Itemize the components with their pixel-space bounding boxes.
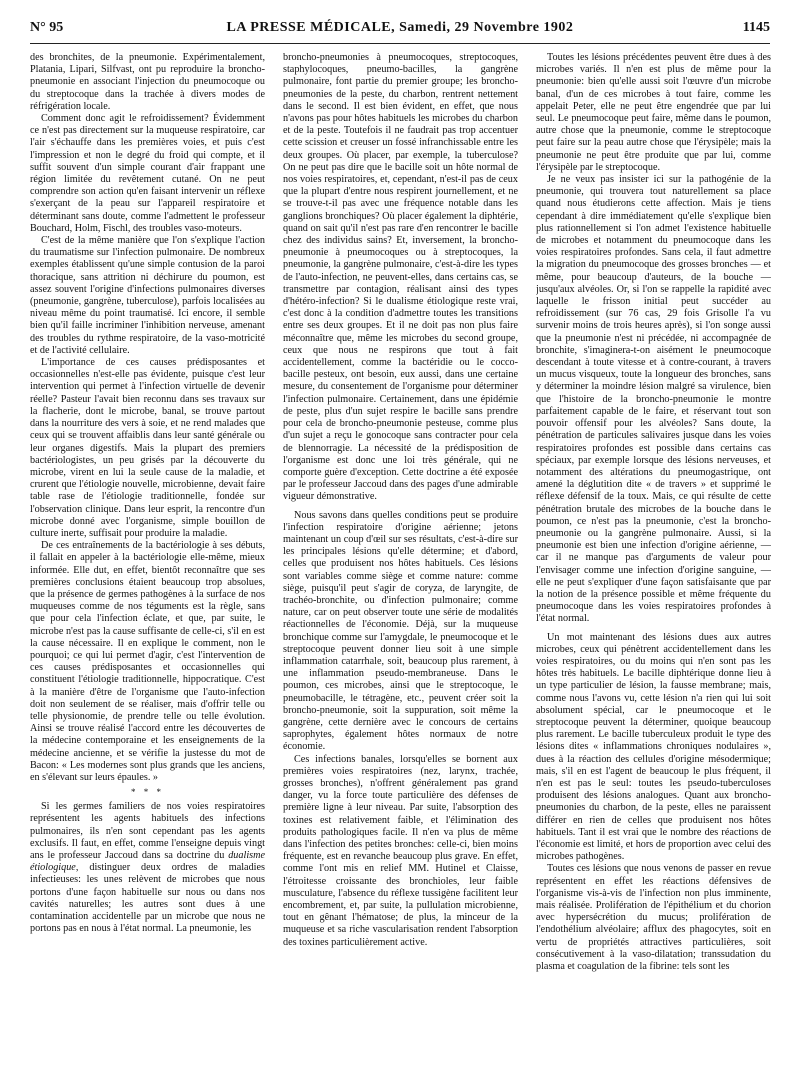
issue-number: N° 95: [30, 20, 64, 35]
header-rule: [30, 43, 770, 44]
paragraph: des bronchites, de la pneumonie. Expérimentalement, Platania, Lipari, Silfvast, ont pu reproduire la broncho-pneumonie en associant l'injection du pneumocoque ou du streptocoque dans la trachée à divers modes de réfrigération locale.: [30, 52, 265, 112]
paragraph: [30, 801, 265, 935]
paragraph: Ces infections banales, lorsqu'elles se bornent aux premières voies respiratoires (nez, larynx, trachée, grosses bronches), n'offrent généralement pas grand danger, vu la force toute particulière des défenses de première ligne à leur niveau. Par suite, l'absorption des toxines est relativement faible, et l'élimination des produits pathologiques facile. Il n'en va plus de même dans l'infection des petites bronches: celle-ci, bien moins fréquente, est en revanche beaucoup plus grave. En effet, comme l'ont mis en relief MM. Hutinel et Claisse, l'étroitesse croissante des bronchioles, leur faible musculature, l'absence du réflexe tussigène facilitent leur encombrement, et, par suite, la pullulation microbienne, tout en gênant l'hématose; de plus, la minceur de la muqueuse et sa riche vascularisation rendent l'absorption des toxines particulièrement active.: [283, 753, 518, 948]
paragraph: Toutes les lésions précédentes peuvent être dues à des microbes variés. Il n'en est plus de même pour la pneumonie: bien qu'elle aussi soit l'œuvre d'un microbe banal, d'un de ces microbes à tout faire, comme les appelait Peter, elle ne peut être engendrée que par lui seul. Le pneumocoque peut faire, même dans le poumon, autre chose que la pneumonie, comme le streptocoque peut faire sur la peau autre chose que l'érysipèle; mais la pneumonie ne peut être produite que par lui, comme l'érysipèle par le streptocoque.: [536, 52, 771, 173]
paragraph: Toutes ces lésions que nous venons de passer en revue représentent en effet les réactions défensives de l'organisme vis-à-vis de l'infection non plus imminente, mais réalisée. Prolifération de l'épithélium et du chorion avec hypersécrétion du mucus; prolifération de l'endothélium alvéolaire; afflux des phagocytes, soit en vertu de propriétés attractives particulières, soit consécutivement à la vaso-dilatation; transsudation du plasma et coagulation de la fibrine: tels sont les: [536, 863, 771, 973]
section-separator: * * *: [131, 787, 164, 798]
column-left: [30, 52, 265, 1072]
page-number: 1145: [742, 20, 770, 35]
paragraph: broncho-pneumonies à pneumocoques, streptocoques, staphylocoques, pneumo-bacilles, la gangrène pulmonaire, font partie du premier groupe; les broncho-pneumonies de la peste, du charbon, rentrent nettement dans le second. Il est bien évident, en effet, que nous n'avons pas pour hôtes habituels les microbes du charbon et de la peste. Toutefois il ne faudrait pas trop accentuer cette scission et creuser un fossé infranchissable entre les deux groupes. Où placer, par exemple, la tuberculose? On ne peut pas dire que le bacille soit un hôte normal de nos voies respiratoires, et, cependant, n'est-il pas de ceux que la plupart d'entre nous respirent journellement, et ne se trouve-t-il pas avec une fréquence notable dans les ganglions bronchiques? Où placer également la diphtérie, quand on sait qu'il n'est pas rare d'en rencontrer le bacille chez des individus sains? Et, inversement, la broncho-pneumonie à pneumocoques ou à streptocoques, la pneumonie, la gangrène pulmonaire, c'est-à-dire les types de l'auto-infection, ne peuvent-elles, dans certains cas, se transmettre par contagion, réalisant ainsi des types d'hétéro-infection? Si le dualisme étiologique reste vrai, c'est donc à la condition d'admettre toutes les transitions entre ses deux groupes. Et il ne doit pas non plus faire méconnaître que, même les microbes du second groupe, ceux que nous ne respirons que tout à fait accidentellement, comme la bactéridie ou le cocco-bacille pesteux, ont besoin, eux aussi, dans une certaine mesure, du consentement de l'organisme pour déterminer l'infection pulmonaire. Certainement, dans une épidémie de peste, plus d'un sujet respire le bacille sans prendre pour cela de broncho-pneumonie pesteuse, comme plus d'un sujet a reçu le gonocoque sans contracter pour cela de blennorragie. La nécessité de la prédisposition de l'organisme est donc une loi très générale, qui ne comporte guère d'exception. Cette doctrine a été exposée par le professeur Jaccoud dans des pages d'une admirable vigueur démonstrative.: [283, 52, 518, 503]
paragraph: De ces entraînements de la bactériologie à ses débuts, il fallait en appeler à la bactériologie elle-même, mieux informée. Elle dut, en effet, bientôt reconnaître que ses premières conclusions étaient beaucoup trop absolues, que la présence de germes pathogènes à la surface de nos muqueuses comme de nos téguments est la règle, sans que pour cela l'infection éclate, et que, par suite, le microbe n'est pas la cause suffisante de celle-ci, s'il en est la cause nécessaire. Il en explique le comment, non le pourquoi; ce qui lui permet d'agir, c'est l'intervention de ces causes prédisposantes et occasionnelles qui constituent l'étiologie traditionnelle, hippocratique. C'est à la manière d'être de l'organisme que l'auto-infection doit non seulement de se réaliser, mais d'offrir telle ou telle physionomie, de prendre telle ou telle évolution. Ainsi se trouve réalisé l'accord entre les découvertes de la médecine contemporaine et les enseignements de la médecine ancienne, et se vérifie la justesse du mot de Bacon: « Les modernes sont plus grands que les anciens, en s'élevant sur leurs épaules. »: [30, 540, 265, 783]
paragraph: C'est de la même manière que l'on s'explique l'action du traumatisme sur l'infection pulmonaire. De nombreux exemples établissent qu'une simple contusion de la paroi thoracique, sans attrition ni déchirure du poumon, est assez souvent l'origine d'infections pulmonaires diverses (pneumonie, gangrène, tuberculose), parfois localisées au niveau même du point traumatisé. Ici encore, il semble bien qu'il faille incriminer l'inhibition nerveuse, amenant des troubles du rythme respiratoire, de la vaso-motricité et de l'activité cellulaire.: [30, 235, 265, 356]
paragraph: L'importance de ces causes prédisposantes et occasionnelles n'est-elle pas évidente, puisque c'est leur intervention qui permet à l'infection virtuelle de devenir réelle? Pasteur l'avait bien reconnu dans ses travaux sur la flacherie, dont le microbe, banal, se trouve partout dans la nourriture des vers à soie, et ne rend malades que ceux qui se trouvent affaiblis dans leur santé générale ou leur organes digestifs. Mais la plupart des premiers bactériologistes, un peu grisés par la découverte du microbe, virent en lui la seule cause de la maladie, et crurent que l'étiologie nouvelle, microbienne, devait faire table rase de l'étiologie traditionnelle, fondée sur l'observation clinique. Dans leur esprit, la rencontre d'un microbe donné avec l'organisme, simple bouillon de culture inerte, suffisait pour produire la maladie.: [30, 357, 265, 539]
text-run: , distinguer deux ordres de maladies infectieuses: les unes relèvent de microbes que nous portons d'une façon habituelle sur nous ou dans nos cavités naturelles; les autres sont dues à une contamination accidentelle par un microbe que nous ne portons pas en nous à l'état normal. La pneumonie, les: [30, 862, 265, 935]
column-middle: [283, 52, 518, 1072]
column-right: [536, 52, 771, 1072]
paragraph: Je ne veux pas insister ici sur la pathogénie de la pneumonie, qui trouvera tout naturellement sa place quand nous étudierons cette affection. Mais je tiens cependant à dire immédiatement qu'elle s'explique bien plus rationnellement si l'on admet l'existence habituelle de microbes et notamment du pneumocoque dans les voies respiratoires profondes. Sans cela, il faut admettre la migration du pneumocoque des grosses bronches — et même, pour beaucoup d'auteurs, de la bouche — jusqu'aux alvéoles. Or, si l'on se rappelle la rapidité avec laquelle le frisson initial peut succéder au refroidissement (sur 76 cas, 29 fois Grisolle l'a vu survenir moins de trois heures après), si l'on songe aussi que la pneumonie n'est ni précédée, ni accompagnée de bronchite, s'imaginera-t-on aisément le pneumocoque descendant à toute vitesse et à contre-courant, à travers un mucus visqueux, toute la longueur des bronches, sans y déterminer la moindre lésion malgré sa virulence, bien que l'histoire de la broncho-pneumonie le montre parfaitement capable de le faire, et réservant tout son pouvoir offensif pour les alvéoles? Sans doute, la pénétration de particules salivaires jusque dans les voies respiratoires profondes est possible dans certains cas spéciaux, par exemple lorsque des lésions nerveuses, et notamment des altérations du pneumogastrique, ont amené la déglutition dite « de travers » et supprimé le réflexe défensif de la toux. Mais, ce qui résulte de cette pénétration brutale des microbes de la bouche dans le poumon, ce n'est pas la pneumonie, c'est la broncho-pneumonie ou la gangrène pulmonaire. Aussi, si la pneumonie est bien une infection d'origine aérienne, — car il ne manque pas d'arguments de valeur pour l'envisager comme une infection d'origine sanguine, — elle ne peut s'expliquer d'une façon satisfaisante que par la notion de la présence possible et même fréquente du pneumocoque dans les voies respiratoires profondes à l'état normal.: [536, 174, 771, 625]
paragraph: Un mot maintenant des lésions dues aux autres microbes, ceux qui pénètrent accidentellement dans les voies respiratoires, ou du moins qui n'en sont pas les hôtes très habituels. Le bacille diphtérique donne lieu à un type particulier de lésion, la fausse membrane; mais, comme nous l'avons vu, cette lésion n'a rien qui lui soit absolument spécial, car le pneumocoque et le streptocoque peuvent la déterminer, quoique beaucoup plus rarement. Le bacille tuberculeux produit le type des lésions dites « inflammations chroniques nodulaires », dues à la réaction des cellules d'origine mésodermique; mais, s'il en est l'agent de beaucoup le plus fréquent, il n'en est pas le seul: toutes les pseudo-tuberculoses produisent des lésions analogues. Quant aux broncho-pneumonies du charbon, de la peste, elles ne paraissent différer en rien de celles que produisent nos hôtes habituels. Tant il est vrai que le nombre des réactions de l'économie est limité, et hors de proportion avec celui des microbes pathogènes.: [536, 631, 771, 863]
paragraph: Comment donc agit le refroidissement? Évidemment ce n'est pas directement sur la muqueuse respiratoire, car l'air s'échauffe dans les premières voies, et puis c'est l'impression et non le degré du froid qui compte, et il suffit souvent d'un simple courant d'air frappant une région limitée du revêtement cutané. On ne peut comprendre son action qu'en faisant intervenir un réflexe s'exerçant de la peau sur l'appareil respiratoire et déterminant sans doute, comme l'admettent le professeur Bouchard, Holm, Fischl, des troubles vaso-moteurs.: [30, 113, 265, 234]
text-run: Si les germes familiers de nos voies respiratoires représentent les agents habituels des infections pulmonaires, ils n'en sont cependant pas les agents exclusifs. Il faut, en effet, comme l'enseigne depuis vingt ans le professeur Jaccoud dans sa doctrine du: [30, 801, 265, 861]
journal-title: LA PRESSE MÉDICALE, Samedi, 29 Novembre 1902: [226, 20, 574, 35]
page-header: [30, 20, 770, 42]
italic-term: dualisme étiologique: [30, 850, 265, 874]
paragraph: Nous savons dans quelles conditions peut se produire l'infection respiratoire d'origine aérienne; jetons maintenant un coup d'œil sur ses résultats, c'est-à-dire sur les principales lésions qu'elle détermine; et d'abord, celles que produisent nos hôtes habituels. Ces lésions sont variables comme siège et comme nature: comme siège, puisqu'il peut s'agir de coryza, de laryngite, de trachéo-bronchite, ou d'infection pulmonaire; comme nature, car on peut observer toute une série de modalités réactionnelles de l'économie. Déjà, sur la muqueuse bronchique comme sur l'amygdale, le pneumocoque et le streptocoque peuvent donner lieu soit à une simple inflammation catarrhale, soit, beaucoup plus rarement, à une inflammation pseudo-membraneuse. Dans le poumon, ces microbes, ainsi que le streptocoque, le pneumobacille, le tétragène, etc., peuvent créer soit la broncho-pneumonie, soit la suppuration, soit même la gangrène, cette dernière avec le concours de certains saprophytes, également hôtes normaux de notre économie.: [283, 509, 518, 753]
